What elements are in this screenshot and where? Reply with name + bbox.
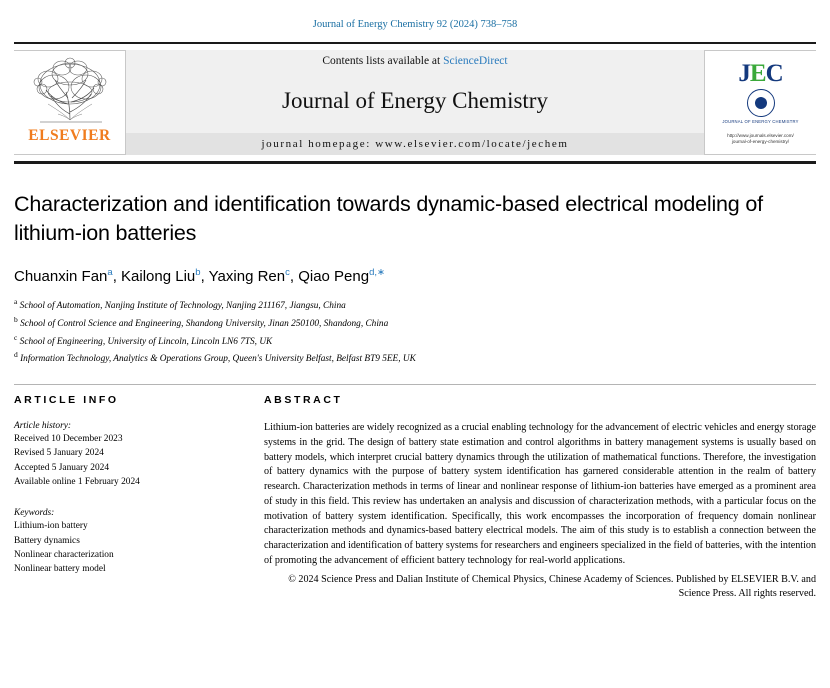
jec-emblem-icon: [747, 89, 775, 117]
author-marker: c: [285, 267, 290, 279]
affiliation-text: School of Control Science and Engineering, Shandong University, Jinan 250100, Shandong, China: [20, 318, 389, 329]
affiliation-marker: d: [14, 350, 18, 360]
keyword-item: Nonlinear characterization: [14, 549, 114, 560]
author-list: Chuanxin Fan$^a$, Kailong Liu$^b$, Yaxing Ren$^c$, Qiao Peng$^{d,∗}$: [14, 267, 385, 286]
journal-masthead: [14, 42, 816, 164]
abstract-column: [264, 394, 816, 602]
article-info-column: [14, 394, 238, 602]
author-name: Kailong Liu: [121, 268, 196, 286]
elsevier-tree-icon: [18, 54, 122, 126]
author-marker: a: [107, 267, 113, 279]
history-item: Revised 5 January 2024: [14, 448, 104, 459]
affiliation-item: [14, 332, 816, 350]
keywords-label: Keywords:: [14, 508, 55, 519]
info-abstract-row: [14, 384, 816, 602]
keyword-item: Battery dynamics: [14, 535, 80, 546]
author-name: Chuanxin Fan: [14, 268, 108, 286]
jec-journal-logo: [704, 50, 816, 155]
affiliation-marker: c: [14, 332, 18, 342]
keyword-item: Lithium-ion battery: [14, 521, 88, 532]
running-head: Journal of Energy Chemistry 92 (2024) 738–758: [312, 19, 518, 30]
affiliation-marker: a: [14, 297, 18, 307]
elsevier-logo: [14, 50, 126, 155]
keyword-item: Nonlinear battery model: [14, 564, 106, 575]
jec-url-line2: journal-of-energy-chemistry/: [731, 139, 790, 145]
journal-title: Journal of Energy Chemistry: [282, 88, 548, 113]
affiliation-marker: b: [14, 314, 18, 324]
affiliation-item: [14, 314, 816, 332]
affiliation-item: [14, 296, 816, 314]
affiliation-text: Information Technology, Analytics & Operations Group, Queen's University Belfast, Belfast BT9 5EE, UK: [20, 354, 416, 365]
author-name: Yaxing Ren: [208, 268, 286, 286]
author-marker: b: [195, 267, 201, 279]
page-title: Characterization and identification towards dynamic-based electrical modeling of lithium-ion batteries: [14, 192, 763, 246]
article-history-list: [14, 432, 238, 489]
elsevier-wordmark: ELSEVIER: [28, 127, 111, 144]
article-history-label: Article history:: [14, 421, 72, 432]
keywords-list: [14, 519, 238, 576]
affiliation-list: [14, 296, 816, 367]
author-name: Qiao Peng: [298, 268, 370, 286]
abstract-heading: ABSTRACT: [264, 394, 343, 407]
journal-title-block: [126, 50, 704, 155]
copyright-notice: © 2024 Science Press and Dalian Institute of Chemical Physics, Chinese Academy of Sciences. Published by ELSEVIER B.V. and Science Press. All rights reserved.: [288, 573, 816, 600]
jec-url-line1: http://www.journals.elsevier.com/: [727, 132, 794, 138]
affiliation-text: School of Engineering, University of Lincoln, Lincoln LN6 7TS, UK: [19, 336, 273, 347]
title-block: [14, 190, 816, 367]
abstract-text: Lithium-ion batteries are widely recognized as a crucial enabling technology for the advancement of electric vehicles and energy storage systems in the grid. The design of battery state estimation and control algorithms in battery management systems is usually based on battery models, which interpret crucial battery dynamics through the utilization of mathematical functions. Therefore, the investigation of battery dynamics with the purpose of battery system identification has garnered considerable attention in the realm of battery research. Characterization methods in terms of linear and nonlinear response of lithium-ion batteries have emerged as a prominent area of study in this field. This review has undertaken an analysis and discussion of characterization methods, with a particular focus on the motivation of battery system identification. Specifically, this work encompasses the incorporation of frequency domain nonlinear characterization methods and dynamics-based battery electrical models. The aim of this study is to establish a connection between the characterization and identification of battery systems for researchers and engineers specialized in the field of batteries, with the intention of promoting the advancement of efficient battery technology for real-world applications.: [264, 422, 816, 566]
history-item: Available online 1 February 2024: [14, 477, 140, 488]
affiliation-text: School of Automation, Nanjing Institute of Technology, Nanjing 211167, Jiangsu, China: [19, 301, 346, 312]
contents-prefix: Contents lists available at: [322, 55, 444, 67]
journal-homepage[interactable]: journal homepage: www.elsevier.com/locate/jechem: [126, 133, 704, 155]
article-info-heading: ARTICLE INFO: [14, 394, 119, 407]
history-item: Received 10 December 2023: [14, 434, 123, 445]
jec-caption: JOURNAL OF ENERGY CHEMISTRY: [722, 118, 799, 124]
author-marker: d,∗: [369, 267, 385, 279]
jec-wordmark: JEC: [738, 59, 783, 87]
contents-line: [322, 55, 507, 67]
jec-url: [727, 133, 794, 147]
history-item: Accepted 5 January 2024: [14, 462, 110, 473]
sciencedirect-link[interactable]: ScienceDirect: [443, 55, 508, 67]
affiliation-item: [14, 349, 816, 367]
